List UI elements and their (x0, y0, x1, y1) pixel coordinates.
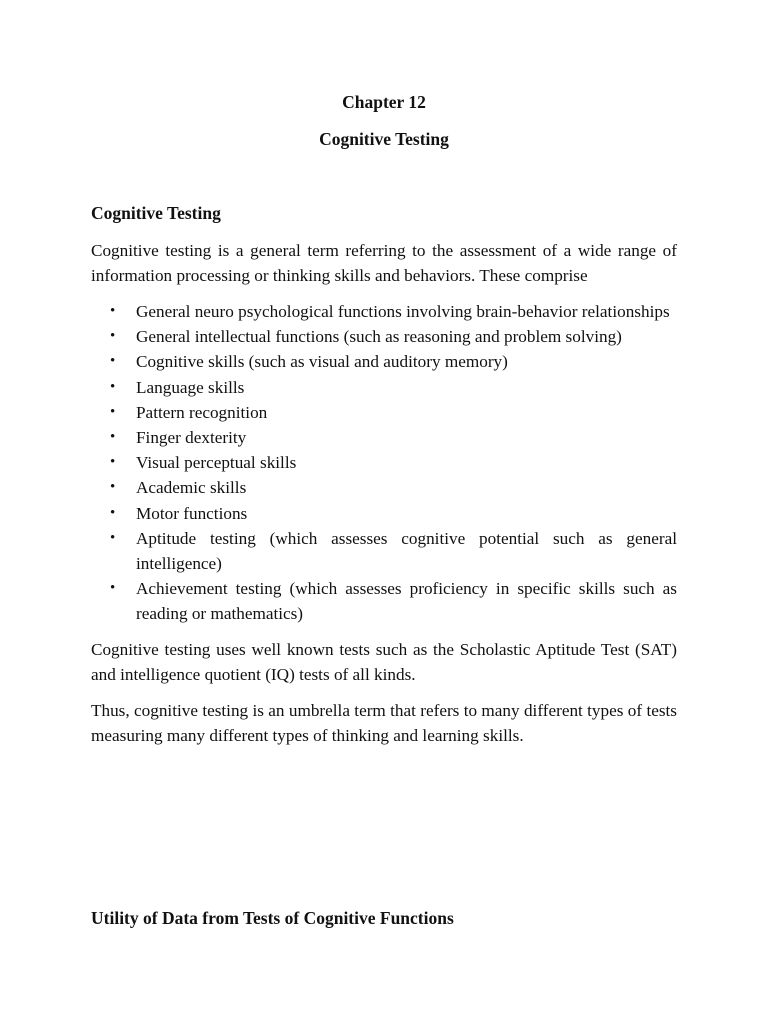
bullet-icon: • (110, 429, 116, 446)
list-item: • General intellectual functions (such as reasoning and problem solving) (91, 324, 677, 349)
list-item: • Motor functions (91, 501, 677, 526)
list-item: • Pattern recognition (91, 400, 677, 425)
bullet-icon: • (110, 328, 116, 345)
chapter-label: Chapter 12 (342, 92, 426, 112)
list-item: • Visual perceptual skills (91, 450, 677, 475)
section-heading-utility-of-data: Utility of Data from Tests of Cognitive Functions (91, 908, 454, 928)
intro-paragraph: Cognitive testing is a general term referring to the assessment of a wide range of information processing or thinking skills and behaviors. These comprise (91, 241, 677, 285)
list-item: • Achievement testing (which assesses proficiency in specific skills such as reading or mathematics) (91, 576, 677, 626)
sat-iq-paragraph: Cognitive testing uses well known tests such as the Scholastic Aptitude Test (SAT) and intelligence quotient (IQ) tests of all kinds. (91, 639, 677, 684)
list-item: • General neuro psychological functions involving brain-behavior relationships (91, 299, 677, 324)
section-heading-cognitive-testing: Cognitive Testing (91, 203, 221, 223)
bullet-icon: • (110, 454, 116, 471)
section-body (91, 238, 677, 748)
skills-bullet-list (91, 299, 677, 627)
bullet-icon: • (110, 403, 116, 420)
list-item: • Academic skills (91, 475, 677, 500)
list-item: • Finger dexterity (91, 425, 677, 450)
bullet-icon: • (110, 580, 116, 597)
list-item: • Language skills (91, 375, 677, 400)
bullet-icon: • (110, 353, 116, 370)
bullet-icon: • (110, 479, 116, 496)
bullet-icon: • (110, 504, 116, 521)
bullet-icon: • (110, 303, 116, 319)
chapter-title: Cognitive Testing (319, 129, 449, 149)
list-item: • Cognitive skills (such as visual and auditory memory) (91, 349, 677, 374)
umbrella-term-paragraph: Thus, cognitive testing is an umbrella term that refers to many different types of tests measuring many different types of thinking and learning skills. (91, 700, 677, 745)
list-item: • Aptitude testing (which assesses cognitive potential such as general intelligence) (91, 526, 677, 576)
bullet-icon: • (110, 529, 116, 546)
bullet-icon: • (110, 378, 116, 395)
